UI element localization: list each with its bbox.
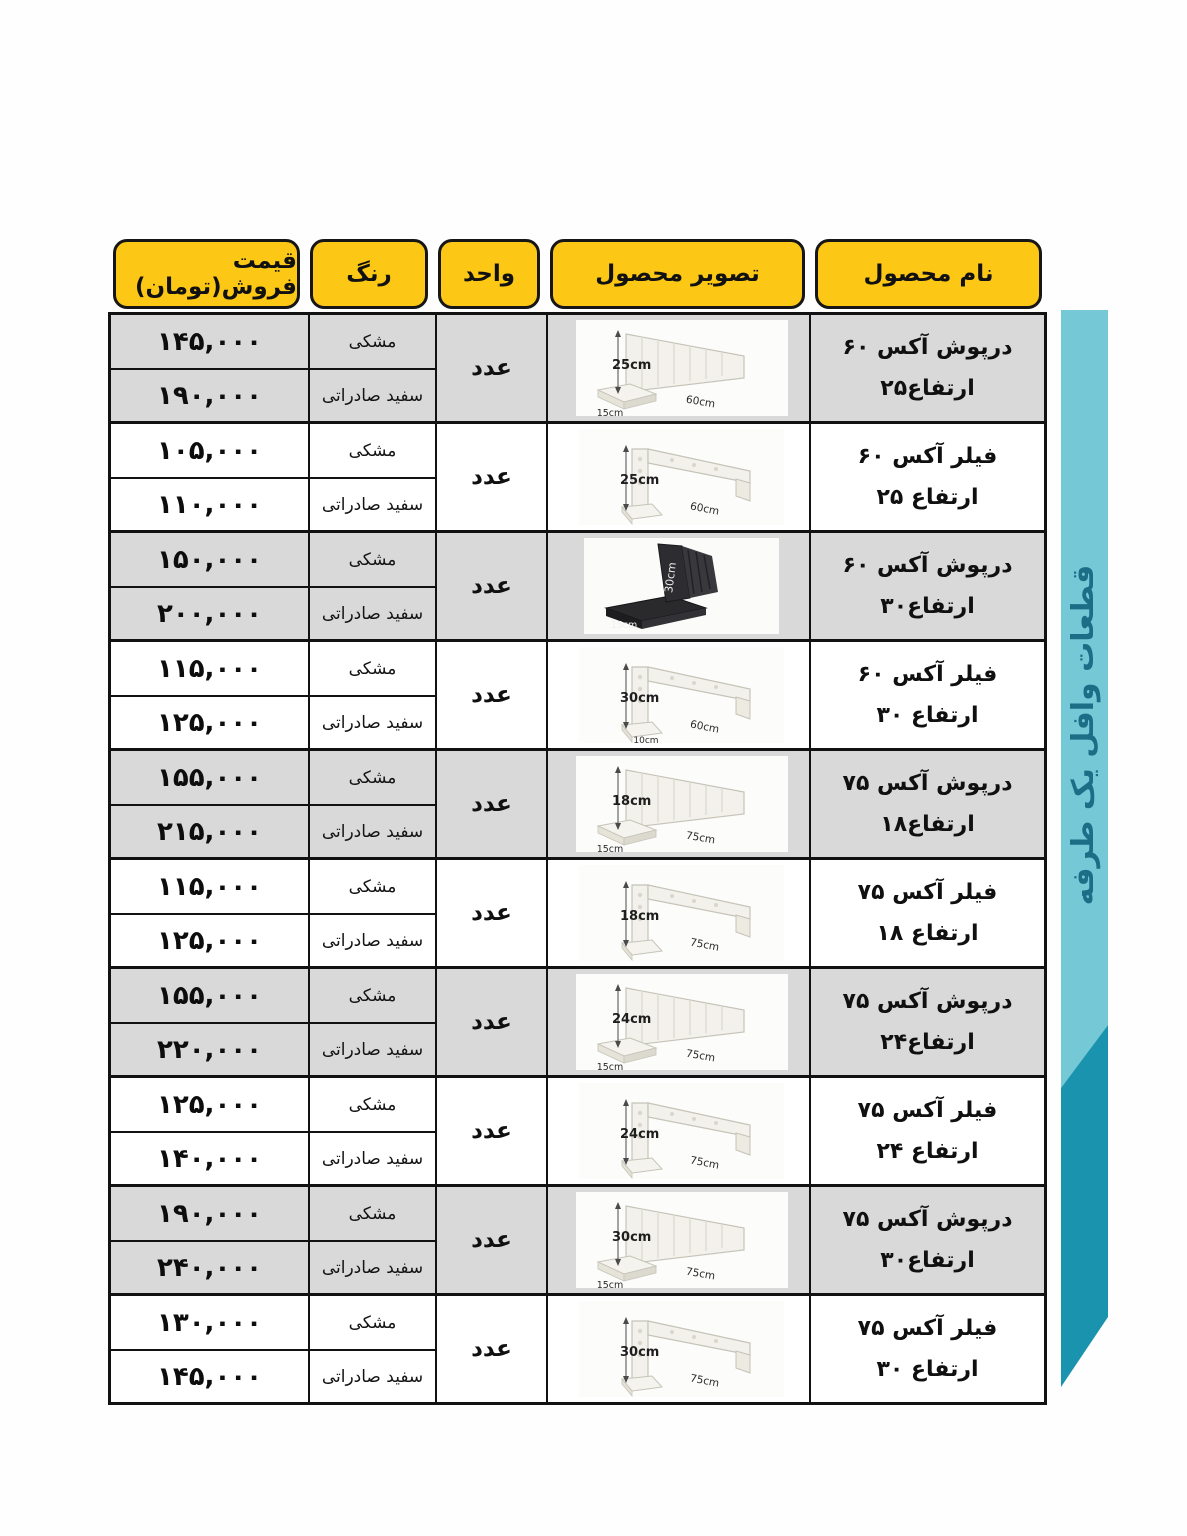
product-row	[111, 421, 1044, 530]
price-cell-white	[111, 1131, 308, 1184]
price-cell-black	[111, 1296, 308, 1349]
price-value: ۱۴۰,۰۰۰	[156, 1143, 263, 1174]
dimension-length-label: 75cm	[688, 1154, 720, 1172]
color-label: مشکی	[348, 549, 397, 570]
dimension-length-label: 60cm	[684, 393, 716, 411]
category-ribbon-label: قطعات وافل یک طرفه	[1066, 564, 1101, 906]
color-cell-black	[308, 751, 435, 804]
price-value: ۲۰۰,۰۰۰	[156, 598, 263, 629]
color-label: مشکی	[348, 985, 397, 1006]
color-cell-black	[308, 860, 435, 913]
product-image-cell	[546, 1078, 809, 1184]
price-cell-white	[111, 695, 308, 748]
price-cell-black	[111, 1078, 308, 1131]
price-value: ۱۴۵,۰۰۰	[156, 326, 263, 357]
dimension-height-label: 30cm	[619, 691, 659, 706]
header-cell-color	[305, 239, 433, 309]
color-label: مشکی	[348, 1094, 397, 1115]
dimension-length-label: 75cm	[684, 1265, 716, 1283]
product-illustration-arch	[554, 1081, 804, 1181]
product-name-line2: ارتفاع ۲۵	[876, 485, 979, 510]
product-name	[809, 969, 1044, 1075]
color-cell-white	[308, 586, 435, 639]
price-cell-black	[111, 533, 308, 586]
product-photo	[548, 1187, 809, 1293]
header-label-price: قیمت فروش(تومان)	[113, 239, 300, 309]
product-name-line1: درپوش آکس ۷۵	[842, 1207, 1013, 1232]
price-cell-black	[111, 642, 308, 695]
price-value: ۲۲۰,۰۰۰	[156, 1034, 263, 1065]
color-label: سفید صادراتی	[321, 1148, 424, 1169]
product-illustration-barrier	[554, 754, 804, 854]
price-cell-white	[111, 477, 308, 530]
price-value: ۱۴۵,۰۰۰	[156, 1361, 263, 1392]
color-cell-black	[308, 1187, 435, 1240]
product-photo	[548, 1296, 809, 1402]
color-cell-black	[308, 1078, 435, 1131]
color-cell-black	[308, 969, 435, 1022]
product-name-line2: ارتفاع ۳۰	[876, 1357, 979, 1382]
unit-label: عدد	[471, 900, 512, 926]
product-name-line1: فیلر آکس ۶۰	[857, 662, 998, 687]
product-name-line1: فیلر آکس ۷۵	[857, 1098, 998, 1123]
price-cell-white	[111, 1022, 308, 1075]
header-label-name: نام محصول	[815, 239, 1042, 309]
product-illustration-barrier	[554, 318, 804, 418]
product-row	[111, 1293, 1044, 1402]
unit-label: عدد	[471, 1118, 512, 1144]
dimension-depth-label: 15cm	[596, 1062, 623, 1072]
dimension-depth-label: 15cm	[596, 844, 623, 854]
product-row	[111, 748, 1044, 857]
product-photo	[548, 751, 809, 857]
product-illustration-barrier	[554, 972, 804, 1072]
dimension-depth-label: 15cm	[596, 408, 623, 418]
product-name	[809, 1078, 1044, 1184]
unit-cell	[435, 315, 546, 421]
unit-label: عدد	[471, 1009, 512, 1035]
dimension-length-label: 60cm	[688, 718, 720, 736]
dimension-length-label: 75cm	[684, 829, 716, 847]
header-label-unit: واحد	[438, 239, 540, 309]
dimension-height-label: 25cm	[611, 358, 651, 373]
price-cell-white	[111, 1240, 308, 1293]
dimension-height-label: 18cm	[619, 909, 659, 924]
product-illustration-barrier	[554, 1190, 804, 1290]
product-image-cell	[546, 1187, 809, 1293]
product-name	[809, 642, 1044, 748]
color-cell-black	[308, 315, 435, 368]
header-cell-name	[810, 239, 1047, 309]
product-name-line1: درپوش آکس ۷۵	[842, 989, 1013, 1014]
product-row	[111, 1184, 1044, 1293]
color-label: مشکی	[348, 331, 397, 352]
price-cell-black	[111, 315, 308, 368]
price-value: ۱۱۵,۰۰۰	[156, 653, 263, 684]
color-cell-white	[308, 1349, 435, 1402]
product-image-cell	[546, 969, 809, 1075]
color-cell-black	[308, 1296, 435, 1349]
product-name-line2: ارتفاع ۳۰	[876, 703, 979, 728]
price-cell-black	[111, 424, 308, 477]
product-image-cell	[546, 642, 809, 748]
product-row	[111, 966, 1044, 1075]
product-illustration-arch	[554, 1299, 804, 1399]
product-image-cell	[546, 424, 809, 530]
dimension-height-label: 30cm	[619, 1345, 659, 1360]
product-name	[809, 1187, 1044, 1293]
unit-cell	[435, 751, 546, 857]
dimension-height-label: 24cm	[611, 1012, 651, 1027]
color-cell-white	[308, 477, 435, 530]
color-label: سفید صادراتی	[321, 1366, 424, 1387]
color-cell-white	[308, 695, 435, 748]
product-name-line1: فیلر آکس ۶۰	[857, 444, 998, 469]
unit-label: عدد	[471, 1227, 512, 1253]
unit-cell	[435, 533, 546, 639]
product-name	[809, 1296, 1044, 1402]
dimension-depth-label: 10cm	[632, 736, 659, 745]
color-label: مشکی	[348, 1203, 397, 1224]
dimension-length-label: 60cm	[688, 500, 720, 518]
product-photo	[548, 315, 809, 421]
product-photo	[548, 424, 809, 530]
price-cell-white	[111, 804, 308, 857]
product-photo	[548, 1078, 809, 1184]
product-photo	[548, 533, 809, 639]
color-cell-white	[308, 1131, 435, 1184]
color-label: سفید صادراتی	[321, 821, 424, 842]
color-cell-black	[308, 533, 435, 586]
price-cell-black	[111, 860, 308, 913]
product-photo	[548, 969, 809, 1075]
product-name-line2: ارتفاع۲۵	[880, 376, 975, 401]
price-value: ۱۲۵,۰۰۰	[156, 707, 263, 738]
unit-cell	[435, 1296, 546, 1402]
dimension-height-label: 30cm	[611, 1230, 651, 1245]
color-cell-black	[308, 642, 435, 695]
price-value: ۱۵۵,۰۰۰	[156, 762, 263, 793]
color-cell-white	[308, 368, 435, 421]
color-cell-white	[308, 1022, 435, 1075]
price-value: ۱۲۵,۰۰۰	[156, 925, 263, 956]
product-row	[111, 530, 1044, 639]
product-name-line1: درپوش آکس ۶۰	[842, 335, 1013, 360]
unit-cell	[435, 969, 546, 1075]
product-name-line2: ارتفاع۳۰	[880, 594, 975, 619]
color-label: سفید صادراتی	[321, 494, 424, 515]
product-illustration-arch	[554, 427, 804, 527]
color-label: سفید صادراتی	[321, 1257, 424, 1278]
price-value: ۱۲۵,۰۰۰	[156, 1089, 263, 1120]
header-cell-image	[545, 239, 810, 309]
unit-cell	[435, 1187, 546, 1293]
color-label: سفید صادراتی	[321, 385, 424, 406]
product-name-line1: فیلر آکس ۷۵	[857, 1316, 998, 1341]
price-value: ۱۳۰,۰۰۰	[156, 1307, 263, 1338]
unit-label: عدد	[471, 573, 512, 599]
price-cell-white	[111, 586, 308, 639]
dimension-height-label: 25cm	[619, 473, 659, 488]
dimension-depth-label: 15cm	[596, 1280, 623, 1290]
color-cell-black	[308, 424, 435, 477]
product-name-line1: درپوش آکس ۷۵	[842, 771, 1013, 796]
header-cell-unit	[433, 239, 545, 309]
dimension-height-label: 30cm	[661, 561, 679, 594]
product-name-line2: ارتفاع۲۴	[880, 1030, 975, 1055]
price-cell-black	[111, 1187, 308, 1240]
product-name	[809, 533, 1044, 639]
price-value: ۱۱۰,۰۰۰	[156, 489, 263, 520]
price-value: ۱۵۵,۰۰۰	[156, 980, 263, 1011]
header-label-color: رنگ	[310, 239, 428, 309]
color-label: مشکی	[348, 767, 397, 788]
dimension-length-label: 75cm	[688, 936, 720, 954]
color-cell-white	[308, 913, 435, 966]
color-cell-white	[308, 804, 435, 857]
color-label: سفید صادراتی	[321, 603, 424, 624]
color-label: سفید صادراتی	[321, 1039, 424, 1060]
table-body	[111, 315, 1044, 1402]
product-illustration-black-cap	[554, 536, 804, 636]
price-value: ۲۱۵,۰۰۰	[156, 816, 263, 847]
product-name-line1: درپوش آکس ۶۰	[842, 553, 1013, 578]
price-cell-black	[111, 969, 308, 1022]
product-illustration-arch	[554, 645, 804, 745]
price-cell-white	[111, 1349, 308, 1402]
price-value: ۱۵۰,۰۰۰	[156, 544, 263, 575]
product-row	[111, 857, 1044, 966]
unit-cell	[435, 860, 546, 966]
product-illustration-arch	[554, 863, 804, 963]
unit-label: عدد	[471, 464, 512, 490]
product-image-cell	[546, 315, 809, 421]
product-row	[111, 1075, 1044, 1184]
product-name-line2: ارتفاع ۱۸	[876, 921, 979, 946]
unit-label: عدد	[471, 1336, 512, 1362]
product-name-line2: ارتفاع۳۰	[880, 1248, 975, 1273]
product-name	[809, 315, 1044, 421]
unit-label: عدد	[471, 355, 512, 381]
color-label: مشکی	[348, 876, 397, 897]
color-label: مشکی	[348, 1312, 397, 1333]
product-name-line2: ارتفاع ۲۴	[876, 1139, 979, 1164]
product-image-cell	[546, 533, 809, 639]
color-label: سفید صادراتی	[321, 712, 424, 733]
dimension-height-label: 18cm	[611, 794, 651, 809]
table-header	[108, 239, 1047, 309]
color-label: سفید صادراتی	[321, 930, 424, 951]
header-cell-price	[108, 239, 305, 309]
unit-label: عدد	[471, 791, 512, 817]
product-name	[809, 860, 1044, 966]
unit-cell	[435, 642, 546, 748]
product-name	[809, 751, 1044, 857]
price-cell-white	[111, 368, 308, 421]
product-image-cell	[546, 751, 809, 857]
product-name-line2: ارتفاع۱۸	[880, 812, 975, 837]
product-image-cell	[546, 860, 809, 966]
product-name-line1: فیلر آکس ۷۵	[857, 880, 998, 905]
header-label-image: تصویر محصول	[550, 239, 805, 309]
price-value: ۱۹۰,۰۰۰	[156, 380, 263, 411]
product-image-cell	[546, 1296, 809, 1402]
color-label: مشکی	[348, 440, 397, 461]
price-value: ۱۹۰,۰۰۰	[156, 1198, 263, 1229]
price-value: ۲۴۰,۰۰۰	[156, 1252, 263, 1283]
dimension-height-label: 24cm	[619, 1127, 659, 1142]
color-cell-white	[308, 1240, 435, 1293]
color-label: مشکی	[348, 658, 397, 679]
product-row	[111, 639, 1044, 748]
product-photo	[548, 860, 809, 966]
price-table	[108, 312, 1047, 1405]
price-cell-black	[111, 751, 308, 804]
dimension-length-label: 75cm	[684, 1047, 716, 1065]
unit-label: عدد	[471, 682, 512, 708]
product-name	[809, 424, 1044, 530]
unit-cell	[435, 424, 546, 530]
product-row	[111, 315, 1044, 421]
price-cell-white	[111, 913, 308, 966]
dimension-depth-label: 15cm	[610, 620, 637, 631]
unit-cell	[435, 1078, 546, 1184]
dimension-length-label: 75cm	[688, 1372, 720, 1390]
price-value: ۱۱۵,۰۰۰	[156, 871, 263, 902]
product-photo	[548, 642, 809, 748]
price-value: ۱۰۵,۰۰۰	[156, 435, 263, 466]
